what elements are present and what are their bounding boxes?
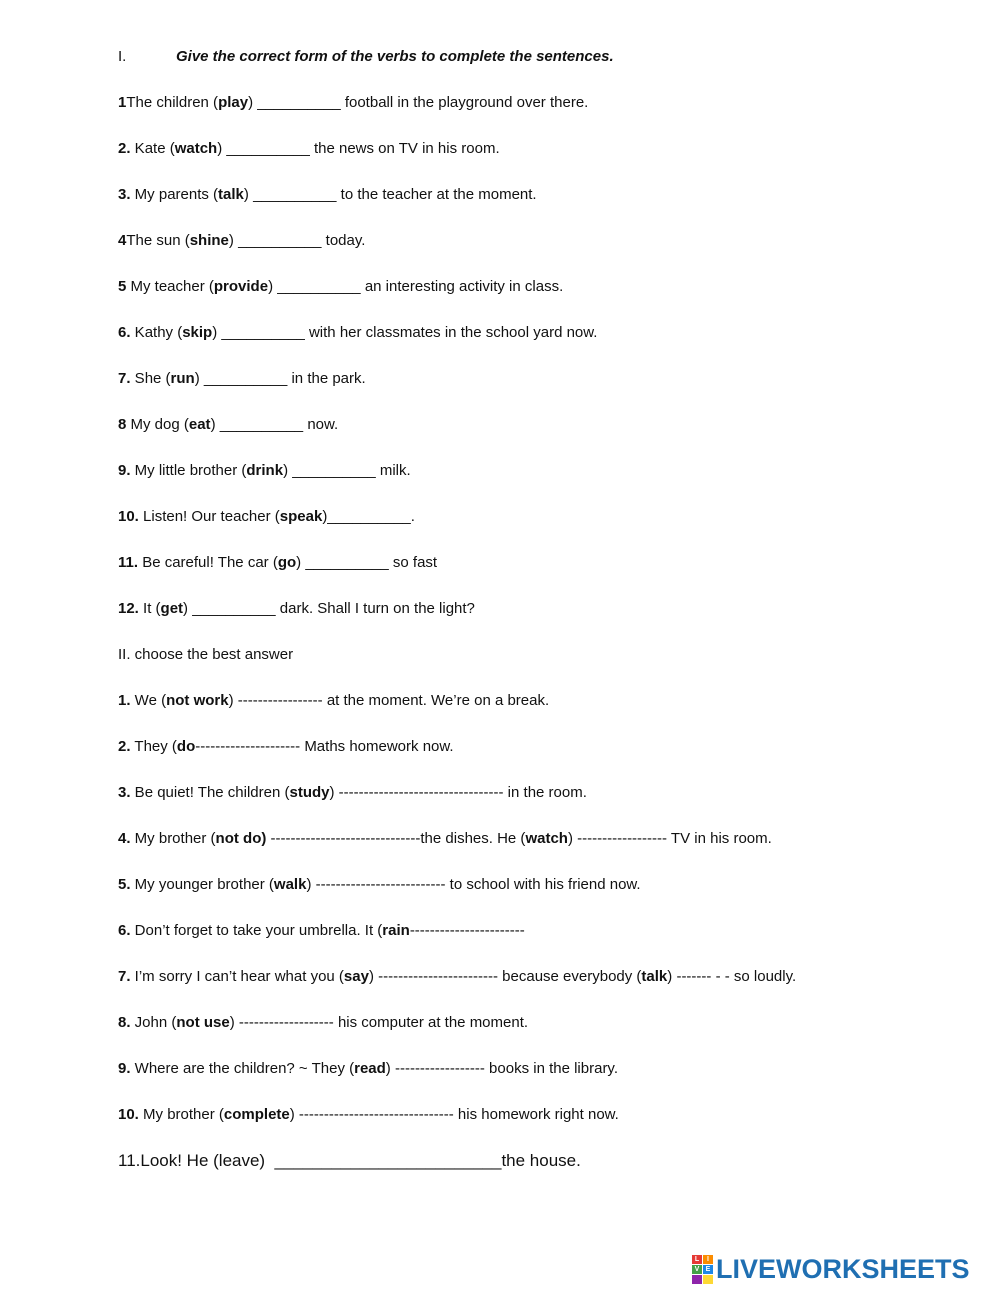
logo-text: LIVEWORKSHEETS xyxy=(716,1253,970,1284)
item-number: 8 xyxy=(118,416,127,433)
item-text: ) ------------------ books in the library. xyxy=(385,1060,618,1077)
item-verb: read xyxy=(354,1060,386,1077)
item-text: ) __________ now. xyxy=(210,416,339,433)
item-text: ) __________ football in the playground over there. xyxy=(248,94,589,111)
item-text: Be quiet! The children ( xyxy=(130,784,290,801)
item-verb: eat xyxy=(188,416,211,433)
exercise-1-item xyxy=(118,93,588,113)
logo-mark-tile: E xyxy=(703,1265,713,1274)
item-text: ) ------------------------ because everybody ( xyxy=(368,968,642,985)
item-verb: provide xyxy=(213,278,269,295)
item-text: ) __________ to the teacher at the moment. xyxy=(243,186,537,203)
exercise-2-item xyxy=(118,691,549,711)
item-text: My parents ( xyxy=(130,186,219,203)
item-text: ) __________ milk. xyxy=(283,462,411,479)
item-text: ) ------------------------------- his homework right now. xyxy=(289,1106,619,1123)
item-verb: say xyxy=(343,968,369,985)
item-text: ) --------------------------------- in the room. xyxy=(329,784,587,801)
section-1-number: I. xyxy=(118,48,127,65)
item-verb: watch xyxy=(525,830,568,847)
item-verb: get xyxy=(160,600,184,617)
item-number: 9. xyxy=(118,1060,131,1077)
item-number: 8. xyxy=(118,1014,131,1031)
item-text: Kathy ( xyxy=(130,324,183,341)
item-text: ----------------------- xyxy=(409,922,525,939)
item-text: We ( xyxy=(130,692,167,709)
exercise-2-item xyxy=(118,967,796,987)
item-verb: speak xyxy=(279,508,323,525)
item-text: Listen! Our teacher ( xyxy=(138,508,280,525)
item-verb: complete xyxy=(223,1106,290,1123)
item-verb: go xyxy=(277,554,297,571)
item-number: 6. xyxy=(118,324,131,341)
item-number: 4. xyxy=(118,830,131,847)
exercise-1-item xyxy=(118,507,415,527)
exercise-2-item xyxy=(118,875,641,895)
exercise-2-item xyxy=(118,737,454,757)
section-2-heading: II. choose the best answer xyxy=(118,646,294,663)
item-number: 5 xyxy=(118,278,127,295)
item-text: I’m sorry I can’t hear what you ( xyxy=(130,968,344,985)
item-number: 11. xyxy=(118,554,139,571)
exercise-2-item xyxy=(118,829,772,849)
item-verb: skip xyxy=(182,324,213,341)
item-verb: talk xyxy=(218,186,244,203)
exercise-1-item xyxy=(118,277,563,297)
item-text: My brother ( xyxy=(130,830,216,847)
item-verb: study xyxy=(289,784,330,801)
item-text: It ( xyxy=(138,600,161,617)
exercise-1-item xyxy=(118,139,500,159)
item-text: )__________. xyxy=(322,508,415,525)
item-text: My brother ( xyxy=(138,1106,224,1123)
item-number: 1. xyxy=(118,692,131,709)
logo-mark-tile: V xyxy=(692,1265,702,1274)
item-text: They ( xyxy=(130,738,177,755)
item-verb: watch xyxy=(174,140,218,157)
logo-mark-tile xyxy=(692,1275,702,1284)
item-text: The sun ( xyxy=(126,232,190,249)
logo-mark-tile xyxy=(703,1275,713,1284)
item-text: ) __________ today. xyxy=(228,232,366,249)
logo-mark-icon xyxy=(692,1255,713,1284)
item-number: 10. xyxy=(118,1106,139,1123)
item-text: Kate ( xyxy=(130,140,175,157)
exercise-2-item xyxy=(118,1013,528,1033)
exercise-1-item xyxy=(118,231,365,251)
item-text: ) ------------------- his computer at the moment. xyxy=(229,1014,529,1031)
item-number: 6. xyxy=(118,922,131,939)
exercise-2-item xyxy=(118,921,525,941)
item-number: 3. xyxy=(118,186,131,203)
exercise-1-item xyxy=(118,553,437,573)
item-text: ) __________ in the park. xyxy=(194,370,366,387)
item-text: ) ----------------- at the moment. We’re on a break. xyxy=(228,692,550,709)
item-text: ) __________ dark. Shall I turn on the light? xyxy=(183,600,475,617)
item-text: ) -------------------------- to school with his friend now. xyxy=(306,876,641,893)
item-number: 7. xyxy=(118,370,131,387)
item-verb: not do) xyxy=(215,830,267,847)
section-1-instruction: Give the correct form of the verbs to complete the sentences. xyxy=(176,48,614,65)
item-number: 5. xyxy=(118,876,131,893)
item-verb: play xyxy=(218,94,249,111)
exercise-1-item xyxy=(118,461,411,481)
item-number: 12. xyxy=(118,600,139,617)
item-verb: run xyxy=(170,370,195,387)
exercise-1-item xyxy=(118,185,537,205)
exercise-2-item xyxy=(118,1105,619,1125)
item-number: 2. xyxy=(118,738,131,755)
exercise-2-item xyxy=(118,783,587,803)
item-text: The children ( xyxy=(126,94,219,111)
exercise-1-item xyxy=(118,415,338,435)
item-number: 2. xyxy=(118,140,131,157)
item-text: --------------------- Maths homework now. xyxy=(195,738,454,755)
item-number: 3. xyxy=(118,784,131,801)
logo-mark-tile: L xyxy=(692,1255,702,1264)
item-verb: rain xyxy=(382,922,410,939)
item-verb: not work xyxy=(166,692,229,709)
item-text: Where are the children? ~ They ( xyxy=(130,1060,355,1077)
item-verb: walk xyxy=(273,876,307,893)
item-text: ) __________ the news on TV in his room. xyxy=(217,140,500,157)
item-verb: not use xyxy=(176,1014,230,1031)
item-text: My little brother ( xyxy=(130,462,247,479)
exercise-1-item xyxy=(118,369,366,389)
exercise-2-item xyxy=(118,1059,618,1079)
item-text: She ( xyxy=(130,370,171,387)
item-text: John ( xyxy=(130,1014,177,1031)
item-text: ) __________ an interesting activity in class. xyxy=(268,278,564,295)
item-number: 1 xyxy=(118,94,127,111)
item-text: ) ------- - - so loudly. xyxy=(667,968,797,985)
item-text: Be careful! The car ( xyxy=(138,554,278,571)
item-text: ------------------------------the dishes. He ( xyxy=(266,830,526,847)
liveworksheets-logo xyxy=(692,1254,970,1284)
item-text: My younger brother ( xyxy=(130,876,274,893)
item-number: 7. xyxy=(118,968,131,985)
item-text: My teacher ( xyxy=(126,278,214,295)
item-verb: drink xyxy=(246,462,284,479)
item-text: ) __________ with her classmates in the school yard now. xyxy=(212,324,598,341)
item-verb: do xyxy=(176,738,196,755)
item-text: Don’t forget to take your umbrella. It ( xyxy=(130,922,383,939)
logo-mark-tile: I xyxy=(703,1255,713,1264)
item-text: ) __________ so fast xyxy=(296,554,438,571)
item-text: My dog ( xyxy=(126,416,189,433)
item-verb: shine xyxy=(189,232,229,249)
section-2-last-item: 11.Look! He (leave) ________________________the house. xyxy=(118,1151,581,1170)
item-verb: talk xyxy=(641,968,668,985)
item-number: 10. xyxy=(118,508,139,525)
exercise-1-item xyxy=(118,323,597,343)
item-number: 4 xyxy=(118,232,127,249)
item-text: ) ------------------ TV in his room. xyxy=(567,830,772,847)
item-number: 9. xyxy=(118,462,131,479)
exercise-1-item xyxy=(118,599,475,619)
